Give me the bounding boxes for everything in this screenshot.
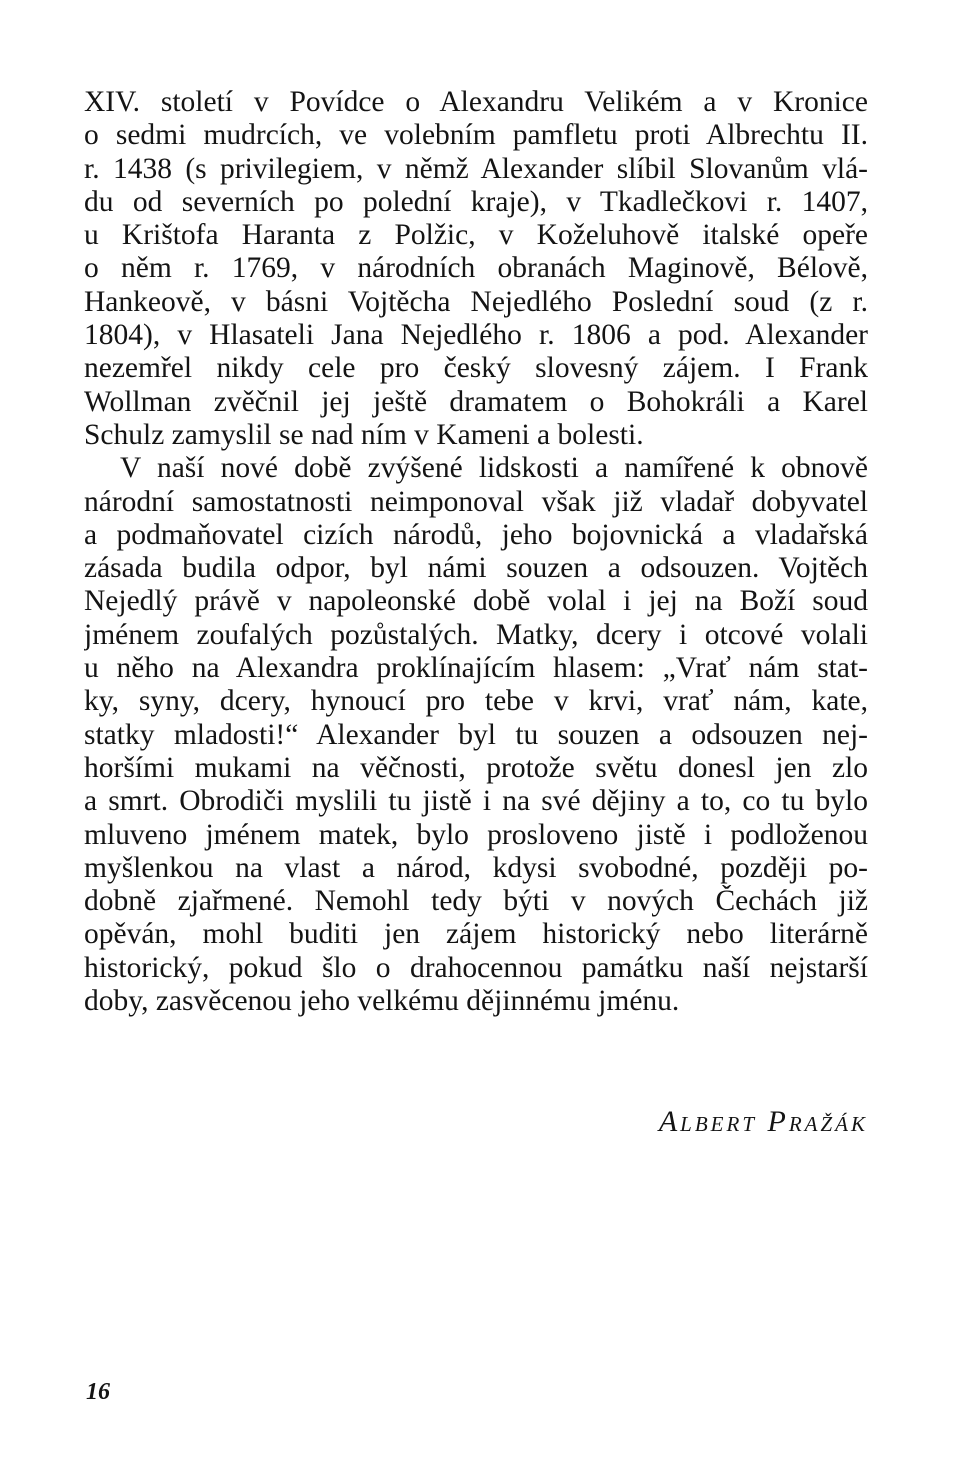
text-line: o něm r. 1769, v národních obranách Maginově, Bélově, [84, 252, 868, 285]
text-line: statky mladosti!“ Alexander byl tu souzen a odsouzen nej- [84, 718, 868, 751]
page-number: 16 [86, 1379, 110, 1405]
text-line: zásada budila odpor, byl námi souzen a odsouzen. Vojtěch [84, 552, 868, 585]
text-line: dobně zjařmené. Nemohl tedy býti v nových Čechách již [84, 885, 868, 918]
text-line: doby, zasvěcenou jeho velkému dějinnému jménu. [84, 985, 680, 1018]
paragraph-2 [84, 452, 868, 1018]
paragraph-1 [84, 86, 868, 452]
text-line: u něho na Alexandra proklínajícím hlasem: „Vrať nám stat- [84, 652, 868, 685]
text-line: národní samostatnosti neimponoval však již vladař dobyvatel [84, 485, 868, 518]
text-line: Hankeově, v básni Vojtěcha Nejedlého Poslední soud (z r. [84, 285, 868, 318]
text-line: u Krištofa Haranta z Polžic, v Koželuhově italské opeře [84, 219, 868, 252]
text-line: V naší nové době zvýšené lidskosti a namířené k obnově [120, 452, 868, 485]
text-line: horšími mukami na věčnosti, protože světu donesl jen zlo [84, 751, 868, 784]
text-line: Schulz zamyslil se nad ním v Kameni a bolesti. [84, 418, 644, 451]
text-line: Nejedlý právě v napoleonské době volal i jej na Boží soud [84, 585, 868, 618]
text-line: XIV. století v Povídce o Alexandru Velikém a v Kronice [84, 86, 868, 118]
text-line: myšlenkou na vlast a národ, kdysi svobodné, později po- [84, 851, 868, 884]
text-line: 1804), v Hlasateli Jana Nejedlého r. 1806 a pod. Alexander [84, 319, 868, 352]
text-line: mluveno jménem matek, bylo prosloveno jistě i podloženou [84, 818, 868, 851]
text-line: ky, syny, dcery, hynoucí pro tebe v krvi, vrať nám, kate, [84, 685, 868, 718]
text-line: du od severních po polední kraje), v Tkadlečkovi r. 1407, [84, 185, 868, 218]
text-line: r. 1438 (s privilegiem, v němž Alexander slíbil Slovanům vlá- [84, 152, 868, 185]
text-line: jménem zoufalých pozůstalých. Matky, dcery i otcové volali [84, 618, 868, 651]
text-line: a smrt. Obrodiči myslili tu jistě i na své dějiny a to, co tu bylo [84, 785, 868, 818]
text-line: opěván, mohl buditi jen zájem historický nebo literárně [84, 918, 868, 951]
text-line: a podmaňovatel cizích národů, jeho bojovnická a vladařská [84, 518, 868, 551]
body-text [84, 86, 868, 1018]
text-line: Wollman zvěčnil jej ještě dramatem o Bohokráli a Karel [84, 385, 868, 418]
text-line: historický, pokud šlo o drahocennou památku naší nejstarší [84, 951, 868, 984]
text-line: o sedmi mudrcích, ve volebním pamfletu proti Albrechtu II. [84, 119, 868, 152]
text-line: nezemřel nikdy cele pro český slovesný zájem. I Frank [84, 352, 868, 385]
author-signature: Albert Pražák [658, 1105, 868, 1138]
